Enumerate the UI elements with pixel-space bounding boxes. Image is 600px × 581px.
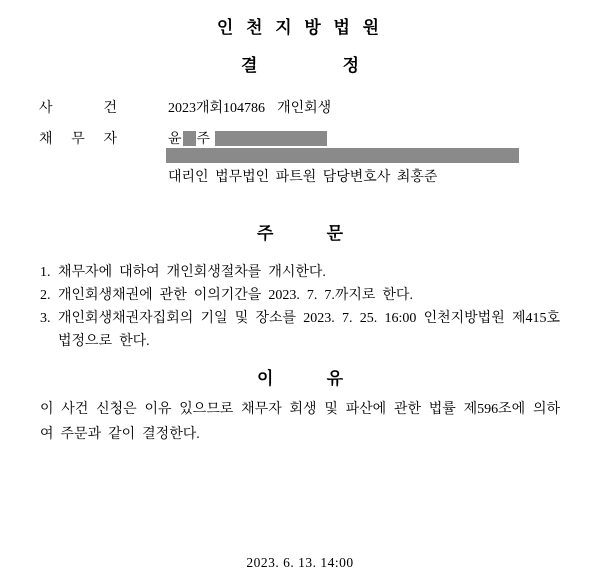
order-item-number: 3. — [40, 311, 51, 326]
document-type-title — [241, 51, 359, 76]
representative-line: 대리인 법무법인 파트원 담당변호사 최홍준 — [168, 170, 438, 185]
debtor-name-first: 윤 — [168, 132, 182, 147]
case-number: 2023개회104786 — [168, 101, 266, 116]
reason-section-heading — [257, 364, 343, 389]
reason-body-text: 이 사건 신청은 이유 있으므로 채무자 회생 및 파산에 관한 법률 제596조에 의하여 주문과 같이 결정한다. — [40, 402, 560, 442]
redaction-box — [215, 131, 327, 146]
order-item-number: 2. — [40, 288, 51, 303]
case-label-char: 사 — [39, 101, 53, 116]
order-item-text: 개인회생채권에 관한 이의기간을 2023. 7. 7.까지로 한다. — [58, 288, 413, 303]
case-label — [39, 97, 117, 117]
redaction-box — [166, 148, 519, 163]
debtor-name-last: 주 — [196, 132, 211, 147]
order-item — [40, 261, 560, 284]
order-item — [40, 307, 560, 353]
order-item — [40, 284, 560, 307]
order-section-heading — [257, 219, 343, 244]
debtor-label-char: 채 — [39, 132, 53, 147]
order-heading-char: 문 — [326, 224, 343, 243]
court-name-title: 인 천 지 방 법 원 — [216, 18, 384, 37]
debtor-label-char: 자 — [103, 132, 117, 147]
reason-heading-char: 유 — [326, 369, 343, 388]
order-item-text: 채무자에 대하여 개인회생절차를 개시한다. — [58, 265, 326, 280]
debtor-label — [39, 128, 117, 148]
order-item-text: 개인회생채권자집회의 기일 및 장소를 2023. 7. 25. 16:00 인천지방법원 제415호 법정으로 한다. — [58, 311, 560, 349]
document-type-char: 결 — [241, 56, 258, 75]
case-label-char: 건 — [103, 101, 117, 116]
reason-heading-char: 이 — [257, 369, 274, 388]
order-item-number: 1. — [40, 265, 51, 280]
debtor-name — [168, 128, 327, 148]
case-value — [168, 97, 331, 117]
order-list — [40, 261, 560, 353]
case-type: 개인회생 — [277, 101, 332, 116]
decision-datetime: 2023. 6. 13. 14:00 — [246, 555, 354, 570]
document-type-char: 정 — [342, 56, 359, 75]
redaction-box — [183, 131, 196, 146]
order-heading-char: 주 — [257, 224, 274, 243]
debtor-label-char: 무 — [71, 132, 85, 147]
